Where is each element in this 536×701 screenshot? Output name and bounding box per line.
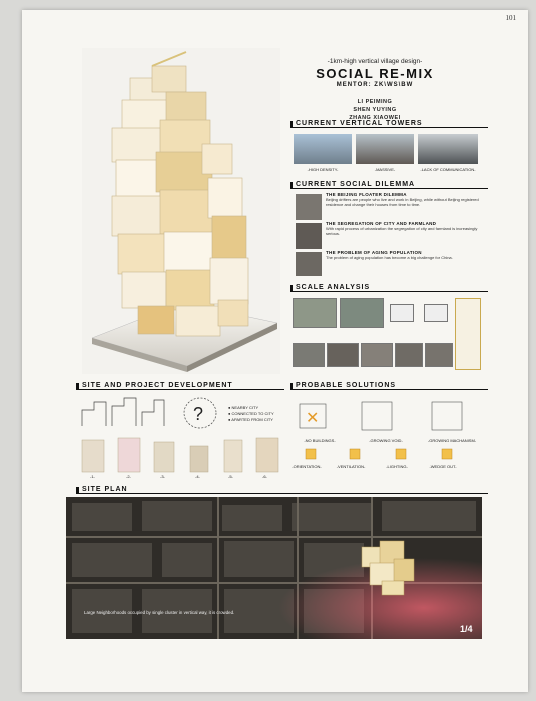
scale-photo-4 — [395, 343, 423, 367]
svg-text:?: ? — [193, 404, 204, 424]
massive-photo — [356, 134, 414, 164]
variant-label-2: -2- — [126, 474, 131, 479]
solution-wedge-out: -WEDGE OUT- — [429, 464, 457, 469]
authors-block — [300, 98, 450, 122]
poster-title: SOCIAL RE-MIX — [316, 66, 434, 81]
dilemma-aging-text: The problem of aging population has become a big challenge for China. — [326, 254, 453, 260]
author-3: ZHANG XIAOWEI — [349, 115, 401, 121]
dilemma-aging — [326, 251, 484, 261]
solution-icons — [292, 446, 482, 462]
section-current-social-dilemma: CURRENT SOCIAL DILEMMA — [290, 181, 488, 189]
dilemma-photo-2 — [296, 223, 322, 249]
site-plan-caption: Large Neighborhoods occupied by single cluster in vertical way, it is crowded. — [84, 610, 235, 615]
legend-nearby-city: ● NEARBY CITY — [228, 405, 259, 410]
scale-map-2 — [340, 298, 384, 328]
dilemma-segregation — [326, 222, 484, 236]
scale-photo-3 — [361, 343, 393, 367]
solution-orientation: -ORIENTATION- — [292, 464, 322, 469]
solution-growing-void: -GROWING VOID- — [369, 438, 403, 443]
dilemma-segregation-text: With rapid process of urbanization the segregation of city and farmland is increasingly serious. — [326, 225, 478, 236]
dilemma-photo-1 — [296, 194, 322, 220]
author-1: LI PEIMING — [357, 99, 393, 105]
dilemma-floater-title: THE BEIJING FLOATER DILEMMA — [326, 192, 407, 197]
sheet-index: 1/4 — [460, 624, 473, 634]
high-density-photo — [294, 134, 352, 164]
legend-aparted-from-city: ● APARTED FROM CITY — [228, 417, 273, 422]
dilemma-floater — [326, 193, 484, 207]
variant-label-1: -1- — [90, 474, 95, 479]
variant-label-5: -5- — [228, 474, 233, 479]
dilemma-photo-3 — [296, 252, 322, 276]
solution-no-buildings: -NO BUILDINGS- — [304, 438, 336, 443]
caption-high-density: -HIGH DENSITY- — [307, 167, 339, 172]
mentor-line: MENTOR: ZK\WS\BW — [336, 82, 414, 88]
solution-growing-mechanism: -GROWING MACHANISM- — [427, 438, 477, 443]
dilemma-floater-text: Beijing drifters are people who live and work in Beijing, while without Beijing registered residence and change their houses from time to time. — [326, 196, 479, 207]
poster-subtitle: -1km-high vertical village design- — [327, 58, 423, 65]
massing-variants — [78, 434, 282, 478]
dilemma-aging-title: THE PROBLEM OF AGING POPULATION — [326, 250, 422, 255]
city-legend — [228, 405, 274, 423]
site-plan-aerial — [66, 497, 482, 639]
svg-text:✕: ✕ — [306, 410, 320, 427]
scale-photo-1 — [293, 343, 325, 367]
variant-label-4: -4- — [195, 474, 200, 479]
scale-icon-1 — [390, 304, 414, 322]
scale-icon-2 — [424, 304, 448, 322]
scale-photo-2 — [327, 343, 359, 367]
scale-map-1 — [293, 298, 337, 328]
section-site-and-project-development: SITE AND PROJECT DEVELOPMENT — [76, 382, 284, 390]
variant-label-3: -3- — [160, 474, 165, 479]
author-2: SHEN YUYING — [353, 107, 397, 113]
solution-lighting: -LIGHTING- — [386, 464, 408, 469]
section-site-plan: SITE PLAN — [76, 486, 488, 494]
caption-lack-of-communication: -LACK OF COMMUNICATION- — [420, 167, 476, 172]
scale-highlight-card — [455, 298, 481, 370]
legend-connected-to-city: ● CONNECTED TO CITY — [228, 411, 274, 416]
section-probable-solutions: PROBABLE SOLUTIONS — [290, 382, 488, 390]
solution-ventilation: -VENTILATION- — [336, 464, 366, 469]
variant-label-6: -6- — [262, 474, 267, 479]
section-current-vertical-towers: CURRENT VERTICAL TOWERS — [290, 120, 488, 128]
scale-photo-5 — [425, 343, 453, 367]
section-scale-analysis: SCALE ANALYSIS — [290, 284, 488, 292]
caption-massive: -MASSIVE- — [374, 167, 396, 172]
lack-of-communication-photo — [418, 134, 478, 164]
page-number: 101 — [505, 14, 516, 22]
tower-model-image — [82, 48, 280, 374]
dilemma-segregation-title: THE SEGREGATION OF CITY AND FARMLAND — [326, 221, 437, 226]
solution-diagrams — [292, 398, 482, 434]
